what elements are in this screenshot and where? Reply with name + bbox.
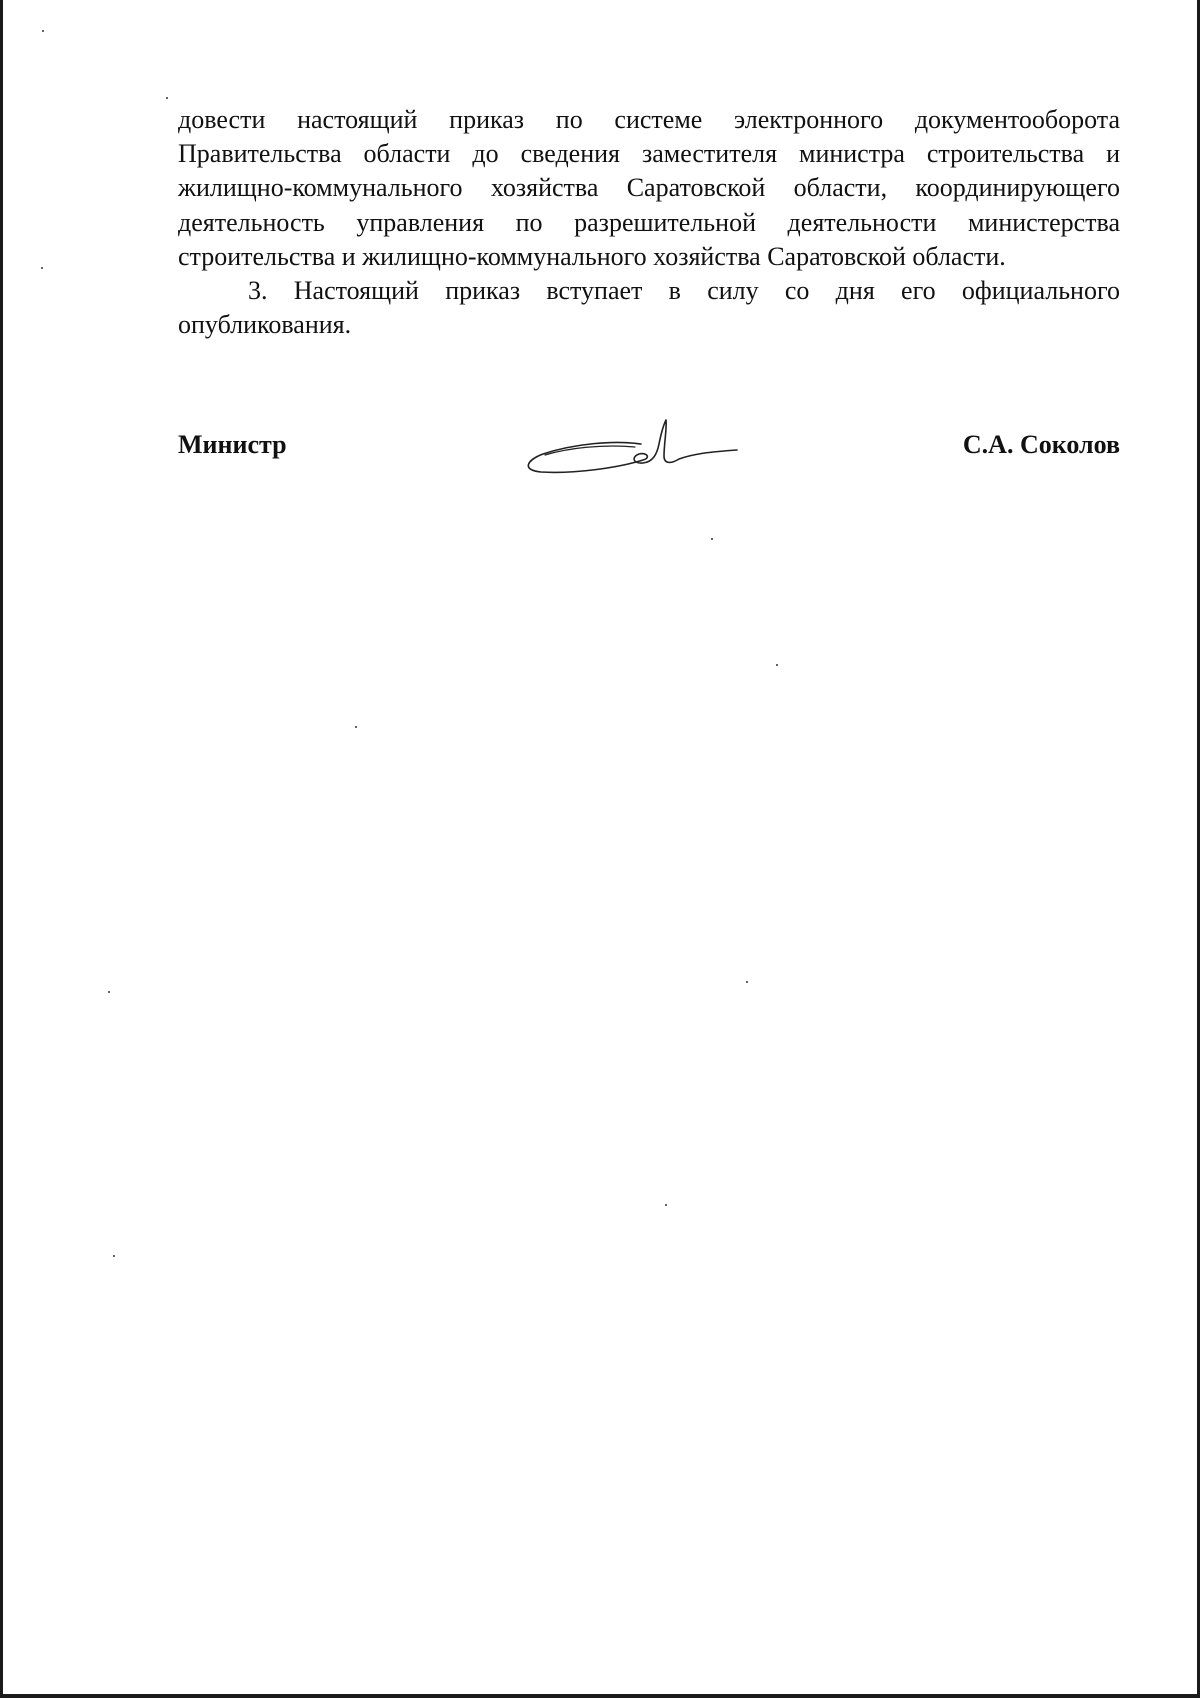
scan-speck (166, 97, 168, 99)
scan-border-left (0, 0, 3, 1698)
scan-speck (42, 30, 44, 32)
scan-speck (746, 981, 748, 983)
paragraph-effective-date: 3. Настоящий приказ вступает в силу со дня его официального опубликования. (178, 276, 1120, 340)
signatory-name: С.А. Соколов (962, 430, 1120, 459)
signatory-title: Министр (178, 430, 287, 459)
scan-speck (113, 1255, 115, 1257)
handwritten-signature (523, 414, 748, 484)
scan-speck (355, 726, 357, 728)
scan-border-bottom (0, 1694, 1200, 1698)
scan-speck (665, 1204, 667, 1206)
signature-block (178, 426, 1120, 486)
paragraph-dissemination: довести настоящий приказ по системе электронного документооборота Правительства области до сведения заместителя министра строительства и жилищно-коммунального хозяйства Саратовской области, координирующего деятельность управления по разрешительной деятельности министерства строительства и жилищно-коммунального хозяйства Саратовской области. (178, 105, 1120, 271)
scan-speck (108, 991, 110, 993)
scan-speck (776, 664, 778, 666)
scan-speck (711, 538, 713, 540)
document-body (178, 103, 1120, 342)
scan-speck (41, 267, 43, 269)
